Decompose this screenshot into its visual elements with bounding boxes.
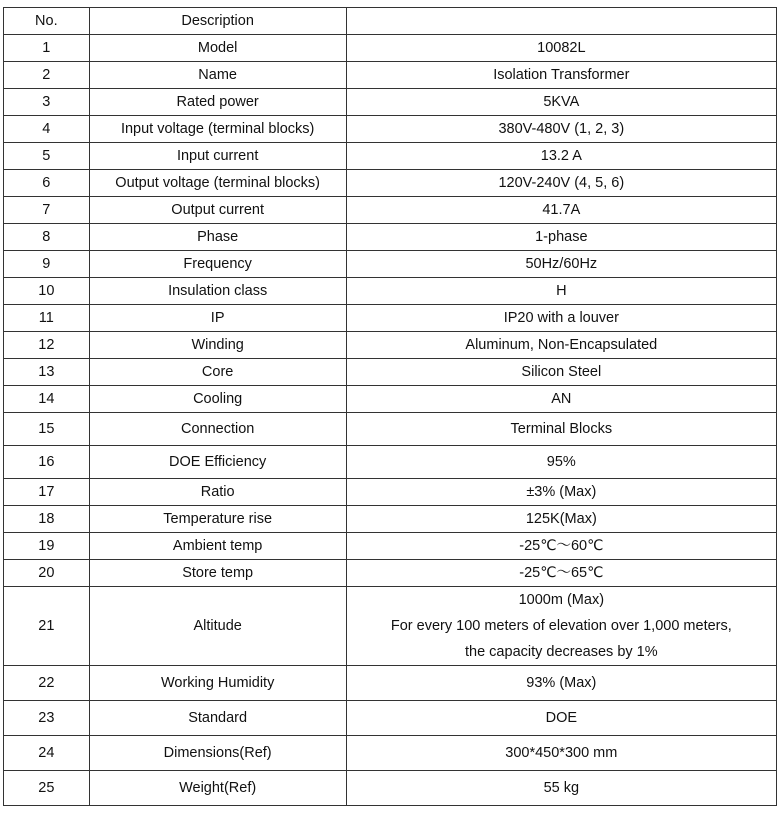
row-no: 19 xyxy=(4,533,90,560)
row-description: Model xyxy=(89,35,346,62)
table-row xyxy=(4,251,777,278)
table-row xyxy=(4,278,777,305)
row-no: 13 xyxy=(4,359,90,386)
row-description: Output voltage (terminal blocks) xyxy=(89,170,346,197)
table-row xyxy=(4,224,777,251)
row-no: 6 xyxy=(4,170,90,197)
value-line: 1000m (Max) xyxy=(518,592,605,608)
table-row xyxy=(4,35,777,62)
row-description: Altitude xyxy=(89,587,346,666)
row-value: -25℃～65℃ xyxy=(346,560,776,587)
row-value: IP20 with a louver xyxy=(346,305,776,332)
table-row xyxy=(4,62,777,89)
row-value: 50Hz/60Hz xyxy=(346,251,776,278)
row-description: Output current xyxy=(89,197,346,224)
table-row xyxy=(4,533,777,560)
row-description: Core xyxy=(89,359,346,386)
row-description: DOE Efficiency xyxy=(89,446,346,479)
value-line: the capacity decreases by 1% xyxy=(465,644,658,660)
table-row xyxy=(4,560,777,587)
row-description: Temperature rise xyxy=(89,506,346,533)
table-row xyxy=(4,116,777,143)
row-no: 16 xyxy=(4,446,90,479)
row-description: Standard xyxy=(89,701,346,736)
row-description: Weight(Ref) xyxy=(89,771,346,806)
row-description: Input current xyxy=(89,143,346,170)
row-no: 18 xyxy=(4,506,90,533)
row-no: 24 xyxy=(4,736,90,771)
row-description: Rated power xyxy=(89,89,346,116)
spec-table xyxy=(3,7,777,806)
row-no: 23 xyxy=(4,701,90,736)
row-value: DOE xyxy=(346,701,776,736)
row-value: 120V-240V (4, 5, 6) xyxy=(346,170,776,197)
value-line: For every 100 meters of elevation over 1,000 meters, xyxy=(390,618,732,634)
row-value: 93% (Max) xyxy=(346,666,776,701)
table-row xyxy=(4,197,777,224)
row-value: 380V-480V (1, 2, 3) xyxy=(346,116,776,143)
row-description: Frequency xyxy=(89,251,346,278)
row-no: 20 xyxy=(4,560,90,587)
row-value: 95% xyxy=(346,446,776,479)
row-no: 17 xyxy=(4,479,90,506)
row-value: 41.7A xyxy=(346,197,776,224)
row-description: Ambient temp xyxy=(89,533,346,560)
table-row xyxy=(4,701,777,736)
table-row xyxy=(4,359,777,386)
table-row xyxy=(4,736,777,771)
table-row xyxy=(4,587,777,666)
row-no: 2 xyxy=(4,62,90,89)
row-description: Input voltage (terminal blocks) xyxy=(89,116,346,143)
row-no: 15 xyxy=(4,413,90,446)
row-no: 11 xyxy=(4,305,90,332)
row-description: Name xyxy=(89,62,346,89)
table-row xyxy=(4,413,777,446)
table-row xyxy=(4,143,777,170)
row-no: 1 xyxy=(4,35,90,62)
row-no: 21 xyxy=(4,587,90,666)
header-no: No. xyxy=(4,8,90,35)
table-row xyxy=(4,506,777,533)
row-value: 55 kg xyxy=(346,771,776,806)
row-no: 12 xyxy=(4,332,90,359)
row-value: 1-phase xyxy=(346,224,776,251)
row-value: 125K(Max) xyxy=(346,506,776,533)
row-value: 5KVA xyxy=(346,89,776,116)
row-value: ±3% (Max) xyxy=(346,479,776,506)
row-description: Dimensions(Ref) xyxy=(89,736,346,771)
row-no: 5 xyxy=(4,143,90,170)
row-value: H xyxy=(346,278,776,305)
row-description: Winding xyxy=(89,332,346,359)
row-no: 4 xyxy=(4,116,90,143)
header-description: Description xyxy=(89,8,346,35)
row-value: Silicon Steel xyxy=(346,359,776,386)
row-value: 13.2 A xyxy=(346,143,776,170)
table-row xyxy=(4,666,777,701)
table-row xyxy=(4,479,777,506)
header-value xyxy=(346,8,776,35)
table-row xyxy=(4,89,777,116)
row-description: Phase xyxy=(89,224,346,251)
row-value: Terminal Blocks xyxy=(346,413,776,446)
row-description: Connection xyxy=(89,413,346,446)
row-description: Working Humidity xyxy=(89,666,346,701)
row-no: 25 xyxy=(4,771,90,806)
row-no: 9 xyxy=(4,251,90,278)
row-value: 10082L xyxy=(346,35,776,62)
row-value: -25℃～60℃ xyxy=(346,533,776,560)
row-description: Store temp xyxy=(89,560,346,587)
table-row xyxy=(4,771,777,806)
row-description: Ratio xyxy=(89,479,346,506)
row-description: IP xyxy=(89,305,346,332)
table-row xyxy=(4,446,777,479)
header-row xyxy=(4,8,777,35)
row-no: 14 xyxy=(4,386,90,413)
row-no: 8 xyxy=(4,224,90,251)
row-description: Cooling xyxy=(89,386,346,413)
row-no: 10 xyxy=(4,278,90,305)
row-value: 300*450*300 mm xyxy=(346,736,776,771)
table-row xyxy=(4,332,777,359)
row-value: Aluminum, Non-Encapsulated xyxy=(346,332,776,359)
row-no: 7 xyxy=(4,197,90,224)
row-description: Insulation class xyxy=(89,278,346,305)
row-value-multiline xyxy=(346,587,776,666)
row-no: 22 xyxy=(4,666,90,701)
table-row xyxy=(4,305,777,332)
table-row xyxy=(4,386,777,413)
row-value: AN xyxy=(346,386,776,413)
row-value: Isolation Transformer xyxy=(346,62,776,89)
row-no: 3 xyxy=(4,89,90,116)
table-row xyxy=(4,170,777,197)
